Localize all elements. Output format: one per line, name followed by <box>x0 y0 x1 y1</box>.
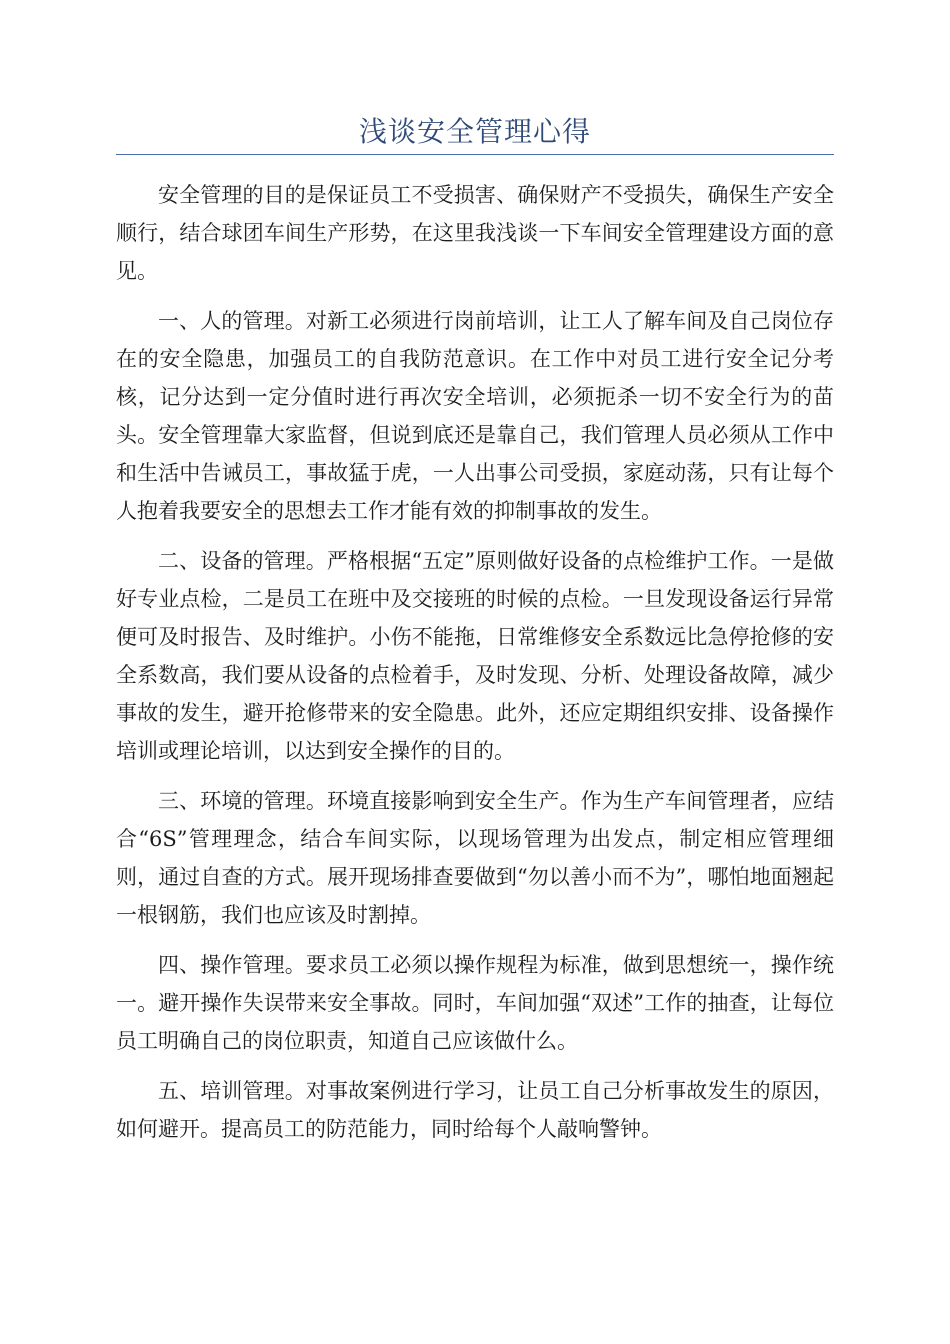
document-body <box>116 176 834 1160</box>
title-underline <box>116 154 834 155</box>
paragraph-people-management: 一、人的管理。对新工必须进行岗前培训，让工人了解车间及自己岗位存在的安全隐患，加强员工的自我防范意识。在工作中对员工进行安全记分考核，记分达到一定分值时进行再次安全培训，必须扼杀一切不安全行为的苗头。安全管理靠大家监督，但说到底还是靠自己，我们管理人员必须从工作中和生活中告诫员工，事故猛于虎，一人出事公司受损，家庭动荡，只有让每个人抱着我要安全的思想去工作才能有效的抑制事故的发生。 <box>116 309 834 523</box>
paragraph-operation-management: 四、操作管理。要求员工必须以操作规程为标准，做到思想统一，操作统一。避开操作失误带来安全事故。同时，车间加强“双述”工作的抽查，让每位员工明确自己的岗位职责，知道自己应该做什么。 <box>116 953 834 1053</box>
document-title: 浅谈安全管理心得 <box>358 115 591 148</box>
paragraph-intro: 安全管理的目的是保证员工不受损害、确保财产不受损失，确保生产安全顺行，结合球团车间生产形势，在这里我浅谈一下车间安全管理建设方面的意见。 <box>116 183 834 283</box>
paragraph-environment-management: 三、环境的管理。环境直接影响到安全生产。作为生产车间管理者，应结合“6S”管理理念，结合车间实际，以现场管理为出发点，制定相应管理细则，通过自查的方式。展开现场排查要做到“勿以善小而不为”，哪怕地面翘起一根钢筋，我们也应该及时割掉。 <box>116 789 834 927</box>
paragraph-training-management: 五、培训管理。对事故案例进行学习，让员工自己分析事故发生的原因，如何避开。提高员工的防范能力，同时给每个人敲响警钟。 <box>116 1079 834 1141</box>
paragraph-equipment-management: 二、设备的管理。严格根据“五定”原则做好设备的点检维护工作。一是做好专业点检，二是员工在班中及交接班的时候的点检。一旦发现设备运行异常便可及时报告、及时维护。小伤不能拖，日常维修安全系数远比急停抢修的安全系数高，我们要从设备的点检着手，及时发现、分析、处理设备故障，减少事故的发生，避开抢修带来的安全隐患。此外，还应定期组织安排、设备操作培训或理论培训，以达到安全操作的目的。 <box>116 549 834 763</box>
